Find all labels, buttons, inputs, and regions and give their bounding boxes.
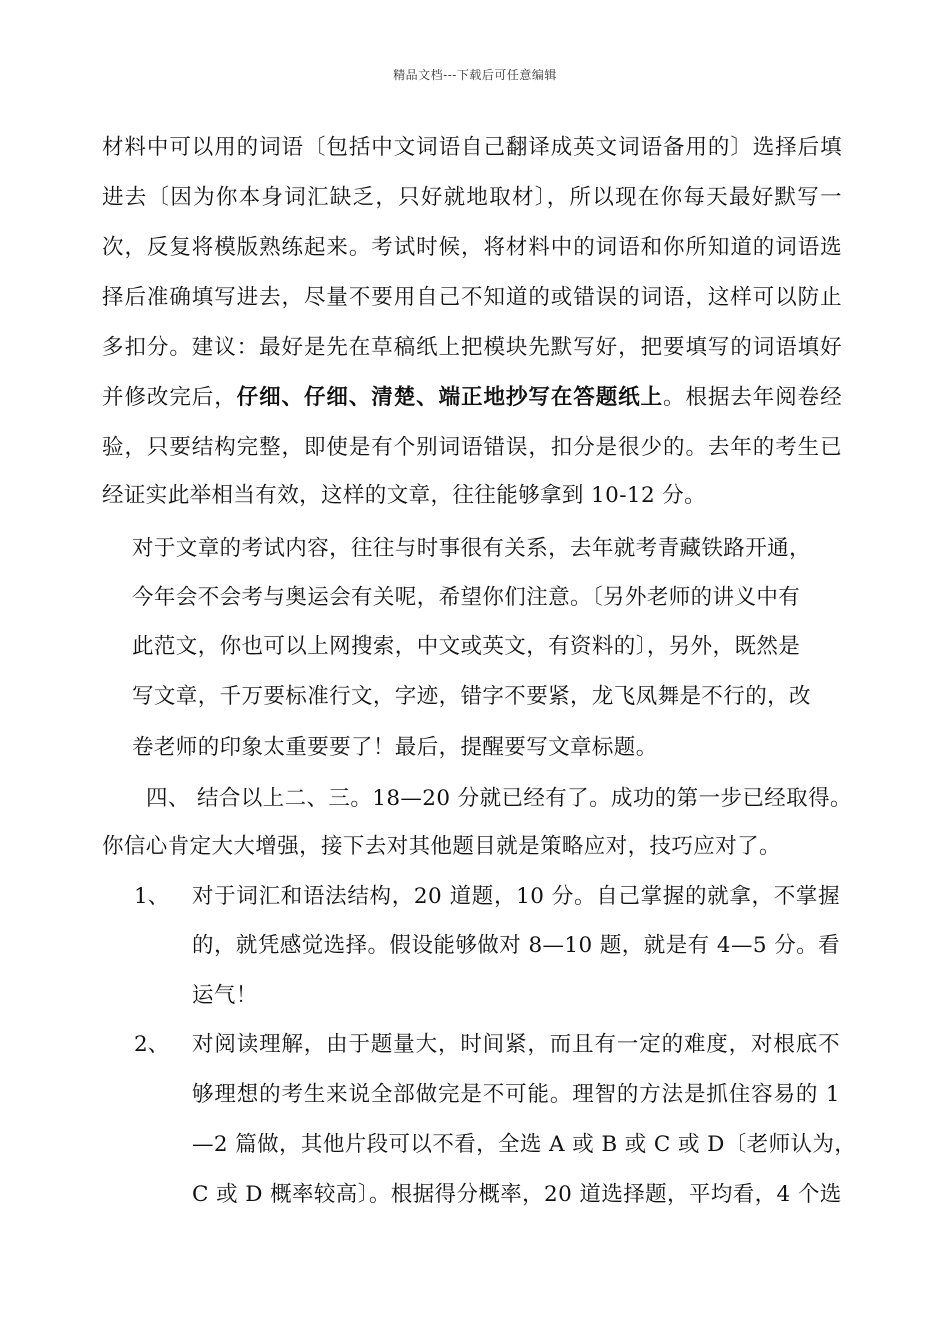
list-item-line: 对阅读理解，由于题量大，时间紧，而且有一定的难度，对根底不 [192,1032,840,1057]
list-number: 2、 [134,1032,170,1057]
paragraph-line: 次，反复将模版熟练起来。考试时候，将材料中的词语和你所知道的词语选 [102,235,842,260]
paragraph-line: 你信心肯定大大增强，接下去对其他题目就是策略应对，技巧应对了。 [102,834,781,859]
paragraph-line: 进去〔因为你本身词汇缺乏，只好就地取材〕，所以现在你每天最好默写一 [102,185,842,210]
list-item-line: C 或 D 概率较高〕。根据得分概率，20 道选择题，平均看，4 个选 [192,1182,842,1207]
page-header: 精品文档---下载后可任意编辑 [393,68,557,82]
paragraph-line: 此范文，你也可以上网搜索，中文或英文，有资料的〕，另外，既然是 [132,634,801,659]
list-number: 1、 [134,884,170,909]
list-item-line: —2 篇做，其他片段可以不看，全选 A 或 B 或 C 或 D〔老师认为， [192,1132,857,1157]
text-segment: 并修改完后， [102,385,237,410]
list-item-line: 够理想的考生来说全部做完是不可能。理智的方法是抓住容易的 1 [192,1082,840,1107]
text-segment: 。根据去年阅卷经 [663,385,843,410]
paragraph-line: 今年会不会考与奥运会有关呢，希望你们注意。〔另外老师的讲义中有 [132,585,801,610]
paragraph-line: 择后准确填写进去，尽量不要用自己不知道的或错误的词语，这样可以防止 [102,285,842,310]
paragraph-line-with-emphasis [102,383,842,413]
paragraph-line: 材料中可以用的词语〔包括中文词语自己翻译成英文词语备用的〕选择后填 [102,135,842,160]
list-item-line: 的，就凭感觉选择。假设能够做对 8—10 题，就是有 4—5 分。看 [192,933,840,958]
list-item-line: 对于词汇和语法结构，20 道题，10 分。自己掌握的就拿，不掌握 [192,884,840,909]
bold-emphasis: 仔细、仔细、清楚、端正地抄写在答题纸上 [236,385,664,410]
paragraph-line: 对于文章的考试内容，往往与时事很有关系，去年就考青藏铁路开通， [132,536,811,561]
section-heading-line: 四、 结合以上二、三。18—20 分就已经有了。成功的第一步已经取得。 [146,786,852,811]
paragraph-line: 多扣分。建议：最好是先在草稿纸上把模块先默写好，把要填写的词语填好 [102,335,842,360]
paragraph-line: 卷老师的印象太重要要了！最后，提醒要写文章标题。 [132,735,658,760]
list-item-line: 运气！ [192,983,258,1008]
paragraph-line: 写文章，千万要标准行文，字迹，错字不要紧，龙飞凤舞是不行的，改 [132,684,811,709]
paragraph-line: 验，只要结构完整，即使是有个别词语错误，扣分是很少的。去年的考生已 [102,435,842,460]
paragraph-line: 经证实此举相当有效，这样的文章，往往能够拿到 10-12 分。 [102,483,707,508]
